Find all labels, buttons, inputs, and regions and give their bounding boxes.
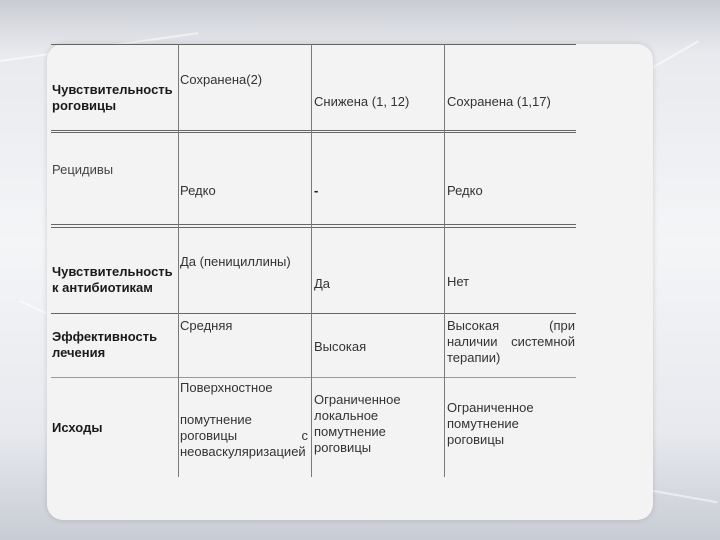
cell-line: терапии) <box>447 350 501 365</box>
cell-line: роговицы с <box>180 428 308 443</box>
table-column-rule <box>311 44 312 477</box>
row-label-recurrences: Рецидивы <box>52 162 114 177</box>
cell-text: Редко <box>447 183 483 198</box>
table-rule <box>51 132 576 133</box>
cell-line: помутнение <box>180 412 252 427</box>
table-column-rule <box>444 44 445 477</box>
cell-line: Поверхностное <box>180 380 273 395</box>
cell-line <box>180 396 308 412</box>
cell-text: Редко <box>180 183 216 198</box>
cell-line: неоваскуляризацией <box>180 444 306 459</box>
cell-text: Да <box>314 276 331 291</box>
cell-line: роговицы <box>447 432 505 447</box>
row-label-outcomes: Исходы <box>52 420 103 435</box>
content-panel <box>47 44 653 520</box>
table-column-rule <box>178 44 179 477</box>
cell-line: наличии системной <box>447 334 575 349</box>
cell-line: роговицы <box>314 440 372 455</box>
cell-text: - <box>314 183 319 198</box>
row-label-antibiotic-sensitivity: Чувствительность к антибиотикам <box>52 264 173 295</box>
cell-line: локальное <box>314 408 379 423</box>
table-rule <box>51 377 576 378</box>
cell-text: Высокая <box>314 339 367 354</box>
cell-line: Ограниченное <box>447 400 534 415</box>
cell-line: Ограниченное <box>314 392 401 407</box>
cell-line: помутнение <box>447 416 519 431</box>
cell-line: Высокая (при <box>447 318 575 333</box>
table-rule <box>51 44 576 45</box>
cell-multiline <box>180 380 308 460</box>
cell-text: Сохранена(2) <box>180 72 263 87</box>
table-rule <box>51 313 576 314</box>
cell-text: Сохранена (1,17) <box>447 94 551 109</box>
cell-multiline <box>447 400 575 448</box>
cell-multiline <box>447 318 575 366</box>
table-rule <box>51 227 576 228</box>
cell-text: Нет <box>447 274 470 289</box>
table-rule <box>51 130 576 131</box>
cell-text: Средняя <box>180 318 233 333</box>
row-label-corneal-sensitivity: Чувствительность роговицы <box>52 82 173 113</box>
cell-text: Снижена (1, 12) <box>314 94 410 109</box>
cell-text: Да (пенициллины) <box>180 254 291 269</box>
cell-line: помутнение <box>314 424 386 439</box>
row-label-treatment-efficacy: Эффективность лечения <box>52 329 158 360</box>
cell-multiline <box>314 392 442 456</box>
table-rule <box>51 224 576 225</box>
